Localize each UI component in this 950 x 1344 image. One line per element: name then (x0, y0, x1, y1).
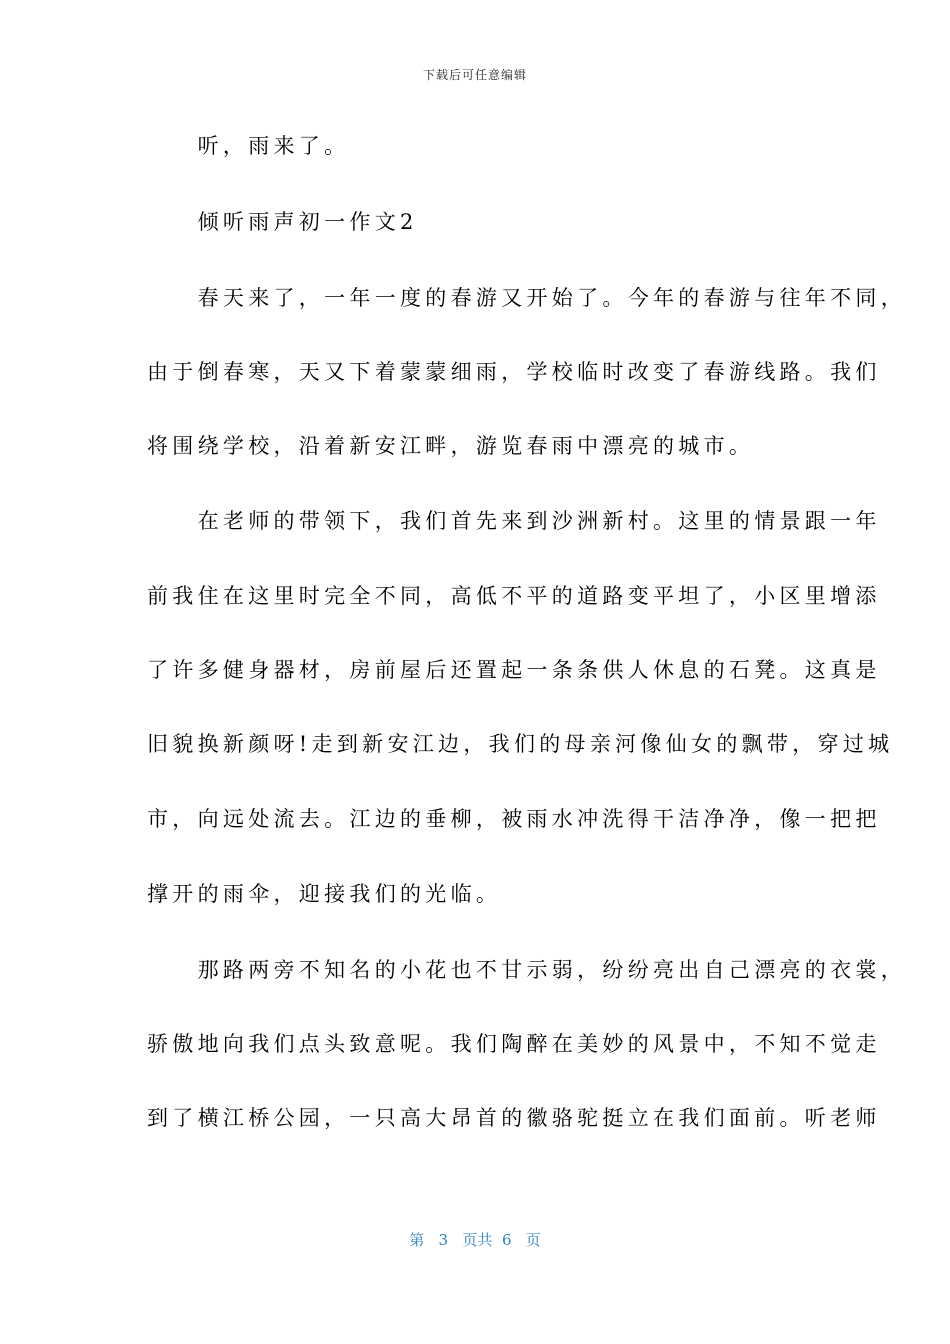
text-line: 了许多健身器材，房前屋后还置起一条条供人休息的石凳。这真是 (147, 658, 881, 682)
footer-suffix: 页 (525, 1231, 541, 1249)
text-line: 春天来了，一年一度的春游又开始了。今年的春游与往年不同， (147, 286, 906, 310)
page-footer (0, 1229, 950, 1250)
text-line: 骄傲地向我们点头致意呢。我们陶醉在美妙的风景中，不知不觉走 (147, 1032, 881, 1056)
text-line: 倾听雨声初一作文2 (147, 210, 418, 234)
text-line: 到了横江桥公园，一只高大昂首的徽骆驼挺立在我们面前。听老师 (147, 1106, 881, 1130)
text-line: 在老师的带领下，我们首先来到沙洲新村。这里的情景跟一年 (147, 509, 881, 533)
header-note: 下载后可任意编辑 (422, 68, 527, 82)
footer-middle: 页共 (462, 1231, 493, 1249)
text-line: 听，雨来了。 (147, 134, 350, 158)
text-line: 旧貌换新颜呀!走到新安江边，我们的母亲河像仙女的飘带，穿过城 (147, 732, 894, 756)
text-line: 市，向远处流去。江边的垂柳，被雨水冲洗得干洁净净，像一把把 (147, 807, 881, 831)
text-line: 撑开的雨伞，迎接我们的光临。 (147, 882, 502, 906)
text-line: 将围绕学校，沿着新安江畔，游览春雨中漂亮的城市。 (147, 434, 755, 458)
text-line: 那路两旁不知名的小花也不甘示弱，纷纷亮出自己漂亮的衣裳， (147, 958, 906, 982)
text-line: 前我住在这里时完全不同，高低不平的道路变平坦了，小区里增添 (147, 584, 881, 608)
footer-current-page: 3 (438, 1231, 449, 1249)
text-line: 由于倒春寒，天又下着蒙蒙细雨，学校临时改变了春游线路。我们 (147, 360, 881, 384)
footer-total-pages: 6 (501, 1231, 512, 1249)
footer-prefix: 第 (409, 1231, 425, 1249)
